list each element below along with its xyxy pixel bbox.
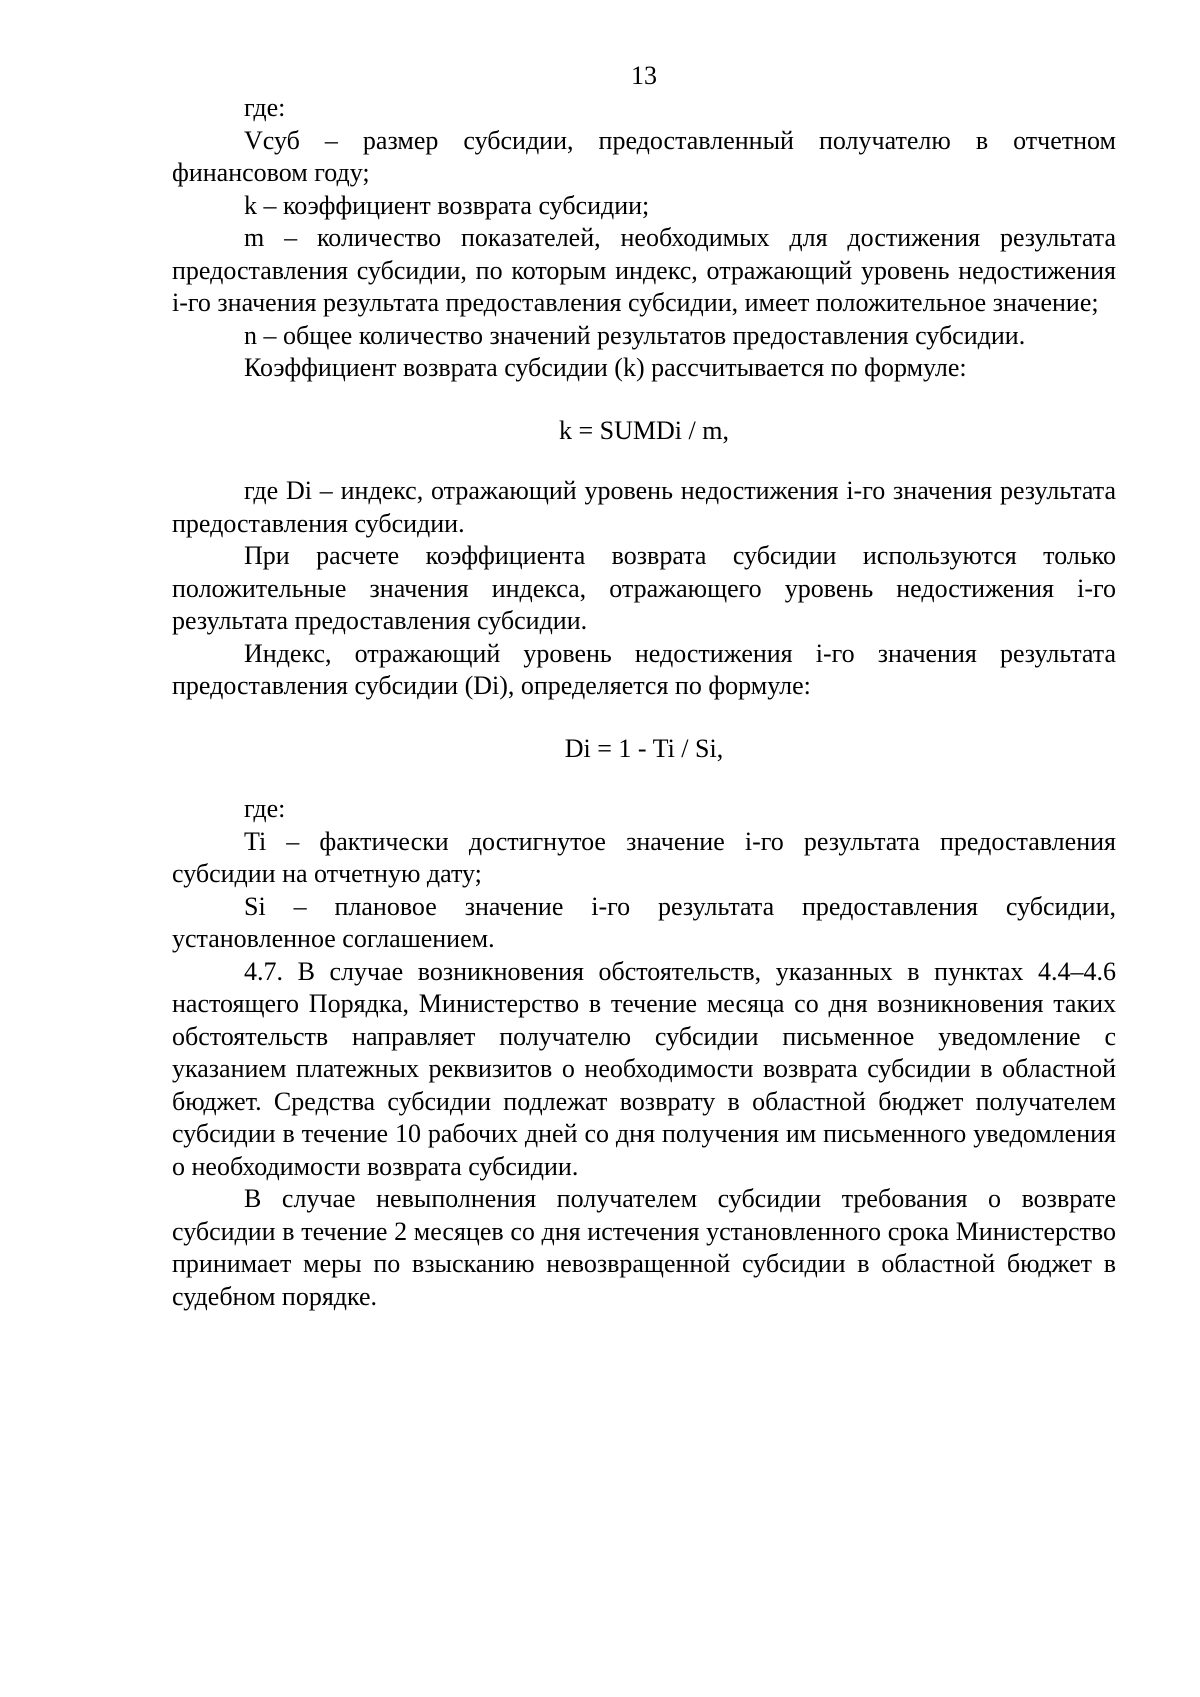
m-definition: m – количество показателей, необходимых для достижения результата предоставления субсидии, по которым индекс, отражающий уровень недостижения i-го значения результата предоставления субсидии, имеет положительное значение; bbox=[172, 223, 1116, 317]
where-label-2: где: bbox=[244, 794, 286, 823]
index-calculation-intro: Индекс, отражающий уровень недостижения i-го значения результата предоставления субсидии (Di), определяется по формуле: bbox=[172, 638, 1116, 700]
n-definition: n – общее количество значений результатов предоставления субсидии. bbox=[244, 320, 1026, 350]
where-label: где: bbox=[244, 93, 286, 122]
formula-di: Di = 1 - Ti / Si, bbox=[564, 733, 724, 763]
k-definition: k – коэффициент возврата субсидии; bbox=[244, 190, 650, 220]
document-page bbox=[172, 60, 1116, 1313]
di-definition: где Di – индекс, отражающий уровень недостижения i-го значения результата предоставления субсидии. bbox=[172, 476, 1116, 538]
non-fulfillment-clause: В случае невыполнения получателем субсидии требования о возврате субсидии в течение 2 месяцев со дня истечения установленного срока Министерство принимает меры по взысканию невозвращенной субсидии в областной бюджет в судебном порядке. bbox=[172, 1184, 1116, 1311]
ti-definition: Ti – фактически достигнутое значение i-го результата предоставления субсидии на отчетную дату; bbox=[172, 826, 1116, 888]
positive-values-note: При расчете коэффициента возврата субсидии используются только положительные значения индекса, отражающего уровень недостижения i-го результата предоставления субсидии. bbox=[172, 541, 1116, 635]
clause-4-7: 4.7. В случае возникновения обстоятельств, указанных в пунктах 4.4–4.6 настоящего Порядка, Министерство в течение месяца со дня возникновения таких обстоятельств направляет получателю субсидии письменное уведомление с указанием платежных реквизитов о необходимости возврата субсидии в областной бюджет. Средства субсидии подлежат возврату в областной бюджет получателем субсидии в течение 10 рабочих дней со дня получения им письменного уведомления о необходимости возврата субсидии. bbox=[172, 956, 1116, 1181]
formula-k: k = SUMDi / m, bbox=[559, 415, 729, 445]
vsub-definition: Vсуб – размер субсидии, предоставленный получателю в отчетном финансовом году; bbox=[172, 125, 1116, 187]
page-number: 13 bbox=[631, 61, 657, 90]
si-definition: Si – плановое значение i-го результата предоставления субсидии, установленное соглашением. bbox=[172, 891, 1116, 953]
k-calculation-intro: Коэффициент возврата субсидии (k) рассчитывается по формуле: bbox=[244, 353, 967, 382]
